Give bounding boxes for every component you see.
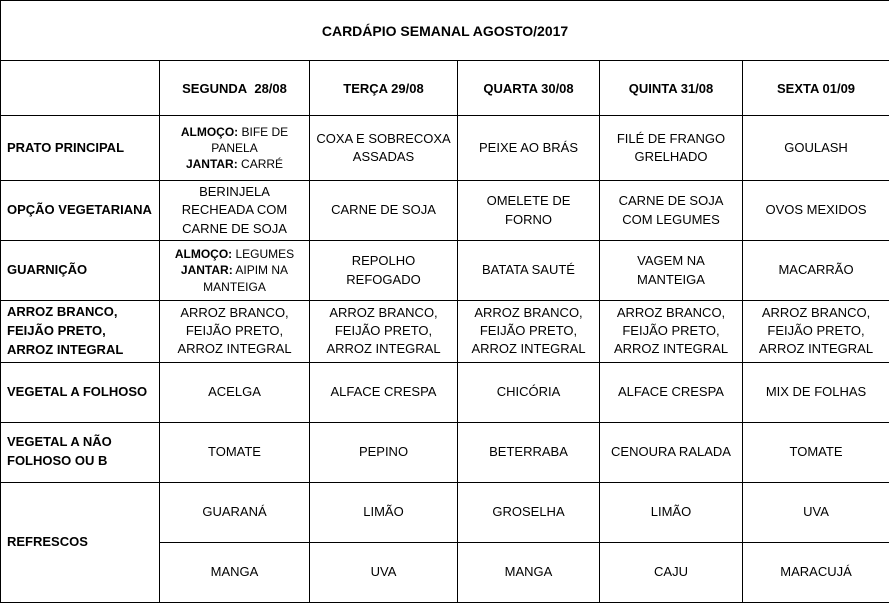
- jantar-value: CARRÉ: [238, 157, 283, 171]
- cell-opcao-vegetariana-sexta: OVOS MEXIDOS: [743, 181, 889, 241]
- cell-guarnicao-sexta: MACARRÃO: [743, 241, 889, 301]
- cell-refrescos-2-segunda: MANGA: [160, 542, 310, 602]
- cell-vegetal-nao-folhoso-sexta: TOMATE: [743, 422, 889, 482]
- header-row: [1, 61, 889, 116]
- cell-opcao-vegetariana-terca: CARNE DE SOJA: [310, 181, 458, 241]
- day-header-quinta: QUINTA 31/08: [600, 61, 743, 116]
- row-vegetal-folhoso: [1, 362, 889, 422]
- almoco-label: ALMOÇO:: [181, 125, 238, 139]
- cell-opcao-vegetariana-quinta: CARNE DE SOJA COM LEGUMES: [600, 181, 743, 241]
- cell-refrescos-2-sexta: MARACUJÁ: [743, 542, 889, 602]
- cell-vegetal-folhoso-sexta: MIX DE FOLHAS: [743, 362, 889, 422]
- row-label-refrescos: REFRESCOS: [1, 482, 160, 602]
- cell-opcao-vegetariana-segunda: BERINJELA RECHEADA COM CARNE DE SOJA: [160, 181, 310, 241]
- almoco-value: LEGUMES: [232, 247, 294, 261]
- row-label-vegetal-nao-folhoso: VEGETAL A NÃO FOLHOSO OU B: [1, 422, 160, 482]
- cell-vegetal-nao-folhoso-quinta: CENOURA RALADA: [600, 422, 743, 482]
- cell-vegetal-folhoso-segunda: ACELGA: [160, 362, 310, 422]
- cell-refrescos-1-sexta: UVA: [743, 482, 889, 542]
- cell-prato-principal-quinta: FILÉ DE FRANGO GRELHADO: [600, 116, 743, 181]
- almoco-value: BIFE DE PANELA: [211, 125, 288, 155]
- cell-guarnicao-quinta: VAGEM NA MANTEIGA: [600, 241, 743, 301]
- cell-refrescos-1-terca: LIMÃO: [310, 482, 458, 542]
- row-refrescos-1: [1, 482, 889, 542]
- row-label-vegetal-folhoso: VEGETAL A FOLHOSO: [1, 362, 160, 422]
- row-arroz: [1, 301, 889, 363]
- jantar-line: [166, 156, 303, 172]
- cell-prato-principal-sexta: GOULASH: [743, 116, 889, 181]
- row-opcao-vegetariana: [1, 181, 889, 241]
- cell-prato-principal-segunda: [160, 116, 310, 181]
- cell-vegetal-nao-folhoso-terca: PEPINO: [310, 422, 458, 482]
- cell-refrescos-1-quinta: LIMÃO: [600, 482, 743, 542]
- row-prato-principal: [1, 116, 889, 181]
- cell-refrescos-1-quarta: GROSELHA: [458, 482, 600, 542]
- row-label-opcao-vegetariana: OPÇÃO VEGETARIANA: [1, 181, 160, 241]
- cell-arroz-segunda: ARROZ BRANCO, FEIJÃO PRETO, ARROZ INTEGRAL: [160, 301, 310, 363]
- cell-guarnicao-terca: REPOLHO REFOGADO: [310, 241, 458, 301]
- cell-opcao-vegetariana-quarta: OMELETE DE FORNO: [458, 181, 600, 241]
- title-row: [1, 1, 889, 61]
- cell-prato-principal-quarta: PEIXE AO BRÁS: [458, 116, 600, 181]
- cell-vegetal-folhoso-quinta: ALFACE CRESPA: [600, 362, 743, 422]
- jantar-value: AIPIM NA MANTEIGA: [203, 263, 288, 293]
- cell-vegetal-nao-folhoso-quarta: BETERRABA: [458, 422, 600, 482]
- jantar-line: [166, 262, 303, 294]
- row-vegetal-nao-folhoso: [1, 422, 889, 482]
- row-label-arroz: ARROZ BRANCO, FEIJÃO PRETO, ARROZ INTEGRAL: [1, 301, 160, 363]
- almoco-line: [166, 246, 303, 262]
- jantar-label: JANTAR:: [186, 157, 238, 171]
- almoco-label: ALMOÇO:: [175, 247, 232, 261]
- day-header-quarta: QUARTA 30/08: [458, 61, 600, 116]
- day-header-segunda: SEGUNDA 28/08: [160, 61, 310, 116]
- corner-cell: [1, 61, 160, 116]
- day-header-sexta: SEXTA 01/09: [743, 61, 889, 116]
- cell-refrescos-1-segunda: GUARANÁ: [160, 482, 310, 542]
- row-label-prato-principal: PRATO PRINCIPAL: [1, 116, 160, 181]
- row-guarnicao: [1, 241, 889, 301]
- cell-arroz-quinta: ARROZ BRANCO, FEIJÃO PRETO, ARROZ INTEGRAL: [600, 301, 743, 363]
- cell-arroz-quarta: ARROZ BRANCO, FEIJÃO PRETO, ARROZ INTEGRAL: [458, 301, 600, 363]
- jantar-label: JANTAR:: [181, 263, 233, 277]
- cell-refrescos-2-terca: UVA: [310, 542, 458, 602]
- cell-arroz-sexta: ARROZ BRANCO, FEIJÃO PRETO, ARROZ INTEGRAL: [743, 301, 889, 363]
- almoco-line: [166, 124, 303, 156]
- cell-arroz-terca: ARROZ BRANCO, FEIJÃO PRETO, ARROZ INTEGRAL: [310, 301, 458, 363]
- cell-vegetal-folhoso-terca: ALFACE CRESPA: [310, 362, 458, 422]
- row-label-guarnicao: GUARNIÇÃO: [1, 241, 160, 301]
- cell-vegetal-nao-folhoso-segunda: TOMATE: [160, 422, 310, 482]
- cell-vegetal-folhoso-quarta: CHICÓRIA: [458, 362, 600, 422]
- cell-guarnicao-quarta: BATATA SAUTÉ: [458, 241, 600, 301]
- cell-refrescos-2-quinta: CAJU: [600, 542, 743, 602]
- cell-prato-principal-terca: COXA E SOBRECOXA ASSADAS: [310, 116, 458, 181]
- page-title: CARDÁPIO SEMANAL AGOSTO/2017: [1, 1, 889, 61]
- cell-refrescos-2-quarta: MANGA: [458, 542, 600, 602]
- cell-guarnicao-segunda: [160, 241, 310, 301]
- day-header-terca: TERÇA 29/08: [310, 61, 458, 116]
